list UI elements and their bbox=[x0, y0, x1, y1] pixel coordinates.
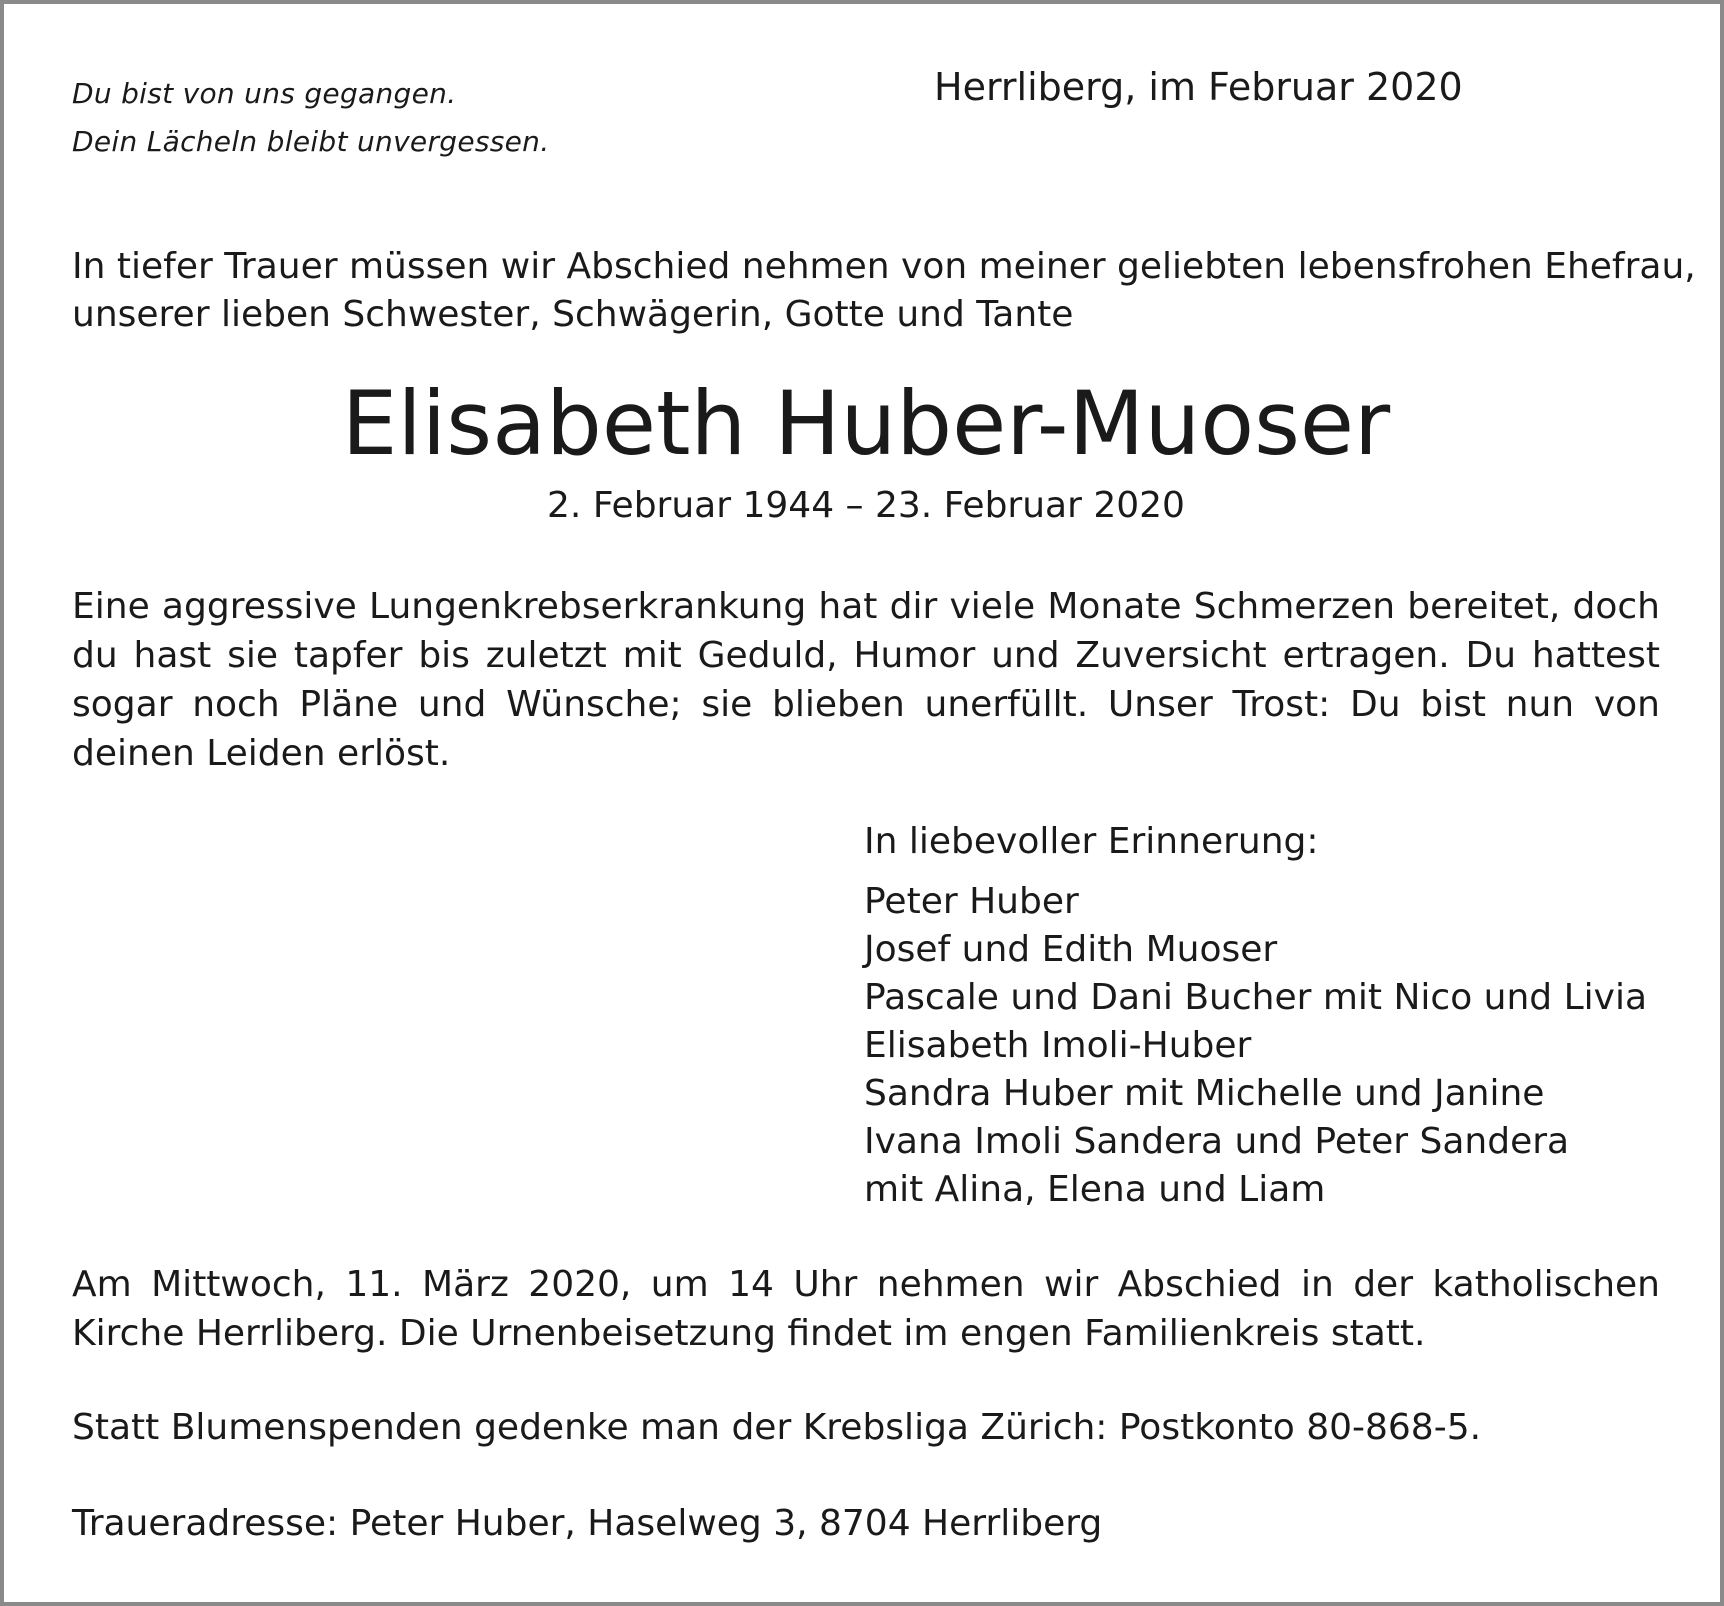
survivor-name: Ivana Imoli Sandera und Peter Sandera bbox=[864, 1121, 1570, 1162]
survivors-list bbox=[864, 818, 1647, 1214]
motto-line-2: Dein Lächeln bleibt unvergessen. bbox=[72, 125, 550, 158]
survivor-name: Pascale und Dani Bucher mit Nico und Livia bbox=[864, 977, 1648, 1018]
motto-line-1: Du bist von uns gegangen. bbox=[72, 77, 457, 110]
survivor-name: Sandra Huber mit Michelle und Janine bbox=[864, 1073, 1545, 1114]
survivor-name: Josef und Edith Muoser bbox=[864, 929, 1278, 970]
survivor-name: Peter Huber bbox=[864, 881, 1079, 922]
intro-line-2: unserer lieben Schwester, Schwägerin, Gotte und Tante bbox=[72, 294, 1074, 335]
donation-paragraph: Statt Blumenspenden gedenke man der Krebsliga Zürich: Postkonto 80-868-5. bbox=[72, 1407, 1482, 1448]
place-date: Herrliberg, im Februar 2020 bbox=[934, 65, 1463, 109]
life-dates: 2. Februar 1944 – 23. Februar 2020 bbox=[547, 485, 1185, 526]
deceased-name: Elisabeth Huber-Muoser bbox=[341, 372, 1391, 475]
motto bbox=[72, 70, 549, 166]
intro-text bbox=[72, 243, 1696, 339]
intro-line-1: In tiefer Trauer müssen wir Abschied nehmen von meiner geliebten lebensfrohen Ehefrau, bbox=[72, 246, 1696, 287]
survivor-name: mit Alina, Elena und Liam bbox=[864, 1169, 1326, 1210]
service-paragraph: Am Mittwoch, 11. März 2020, um 14 Uhr nehmen wir Abschied in der katholischen Kirche Herrliberg. Die Urnenbeisetzung findet im engen Familienkreis statt. bbox=[72, 1264, 1660, 1354]
survivors-heading: In liebevoller Erinnerung: bbox=[864, 821, 1319, 862]
survivor-name: Elisabeth Imoli-Huber bbox=[864, 1025, 1252, 1066]
address-paragraph: Traueradresse: Peter Huber, Haselweg 3, 8704 Herrliberg bbox=[72, 1503, 1103, 1544]
body-paragraph: Eine aggressive Lungenkrebserkrankung hat dir viele Monate Schmerzen bereitet, doch du hast sie tapfer bis zuletzt mit Geduld, Humor und Zuversicht ertragen. Du hattest sogar noch Pläne und Wünsche; sie blieben unerfüllt. Unser Trost: Du bist nun von deinen Leiden erlöst. bbox=[72, 586, 1660, 774]
